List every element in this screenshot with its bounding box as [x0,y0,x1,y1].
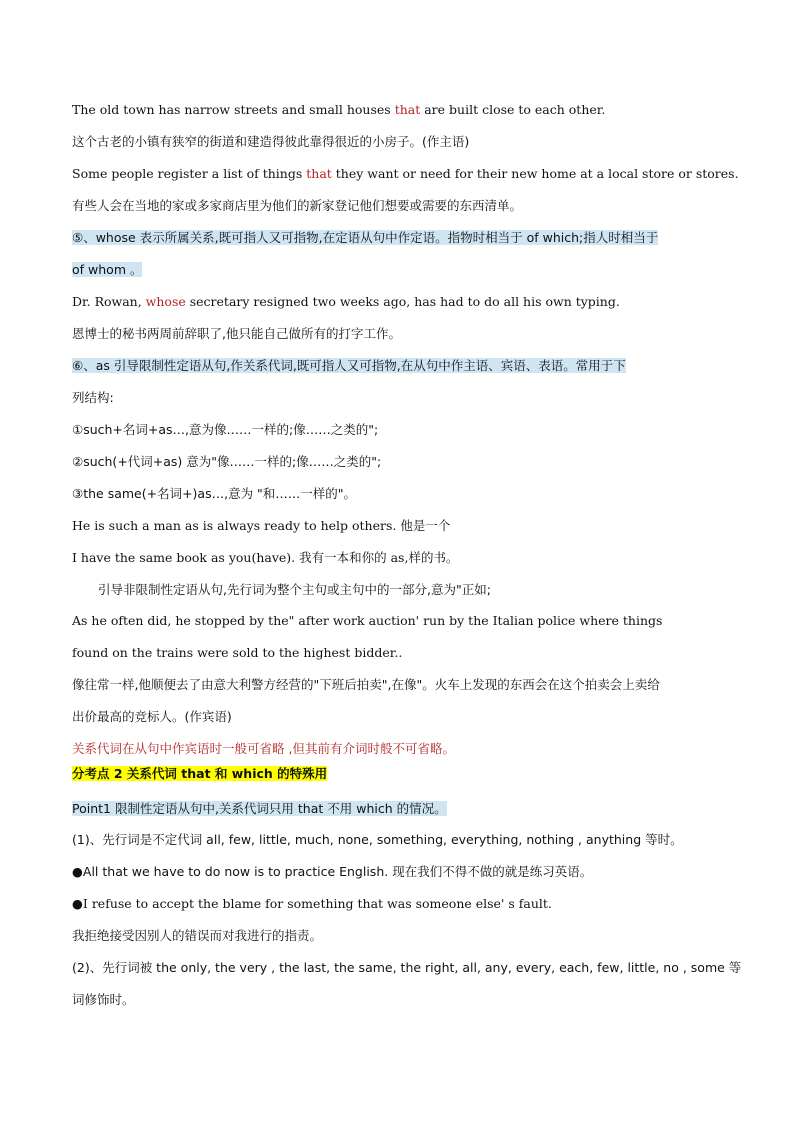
text-segment: are built close to each other. [420,102,606,117]
section-heading [72,764,722,784]
highlighted-text: of whom 。 [72,262,143,277]
translation: 我拒绝接受因别人的错误而对我进行的指责。 [72,928,323,943]
rule-heading-cont: 列结构: [72,390,114,405]
section-heading-text: 分考点 2 关系代词 that 和 which 的特殊用 [72,766,328,781]
rule-text: (2)、先行词被 the only, the very , the last, the same, the right, all, any, every, each, few, little, no , some 等 [72,960,742,975]
text-segment: The old town has narrow streets and small houses [72,102,395,117]
structure-item: ②such(+代词+as) 意为"像……一样的;像……之类的"; [72,454,382,469]
example-sentence: found on the trains were sold to the highest bidder.. [72,645,403,660]
translation: 恩博士的秘书两周前辞职了,他只能自己做所有的打字工作。 [72,326,401,341]
rule-text-cont: 词修饰时。 [72,992,135,1007]
rule-heading [72,228,722,248]
example-sentence: ●I refuse to accept the blame for something that was someone else' s fault. [72,896,552,911]
structure-item: ③the same(+名词+)as…,意为 "和……一样的"。 [72,486,357,501]
relative-pronoun-highlight: that [394,102,421,117]
highlighted-text: ⑤、whose 表示所属关系,既可指人又可指物,在定语从句中作定语。指物时相当于 of which;指人时相当于 [72,230,659,245]
rule-heading [72,356,722,376]
note-red: 关系代词在从句中作宾语时一般可省略 ,但其前有介词时般不可省略。 [72,741,455,756]
text-segment: Dr. Rowan, [72,294,146,309]
relative-pronoun-highlight: whose [145,294,186,309]
relative-pronoun-highlight: that [306,166,332,181]
translation: 有些人会在当地的家或多家商店里为他们的新家登记他们想要或需要的东西清单。 [72,198,523,213]
text-segment: they want or need for their new home at a local store or stores. [331,166,739,181]
example-sentence [72,292,722,312]
rule-text: 引导非限制性定语从句,先行词为整个主句或主句中的一部分,意为"正如; [98,582,491,597]
rule-heading-cont [72,260,722,280]
example-sentence: ●All that we have to do now is to practice English. 现在我们不得不做的就是练习英语。 [72,864,593,879]
translation: 这个古老的小镇有狭窄的街道和建造得彼此靠得很近的小房子。(作主语) [72,134,470,149]
example-sentence [72,164,739,184]
structure-item: ①such+名词+as…,意为像……一样的;像……之类的"; [72,422,379,437]
example-sentence: He is such a man as is always ready to help others. 他是一个 [72,518,451,533]
text-segment: Some people register a list of things [72,166,307,181]
example-sentence: As he often did, he stopped by the" after work auction' run by the Italian police where things [72,613,663,628]
highlighted-text: ⑥、as 引导限制性定语从句,作关系代词,既可指人又可指物,在从句中作主语、宾语、表语。常用于下 [72,358,626,373]
example-sentence [72,100,722,120]
translation: 出价最高的竞标人。(作宾语) [72,709,232,724]
text-segment: secretary resigned two weeks ago, has had to do all his own typing. [185,294,620,309]
example-sentence: I have the same book as you(have). 我有一本和你的 as,样的书。 [72,550,459,565]
rule-text: (1)、先行词是不定代词 all, few, little, much, none, something, everything, nothing , anything 等时。 [72,832,683,847]
highlighted-text: Point1 限制性定语从句中,关系代词只用 that 不用 which 的情况。 [72,801,447,816]
translation: 像往常一样,他顺便去了由意大利警方经营的"下班后拍卖",在像"。火车上发现的东西会在这个拍卖会上卖给 [72,677,660,692]
point-heading [72,799,722,819]
